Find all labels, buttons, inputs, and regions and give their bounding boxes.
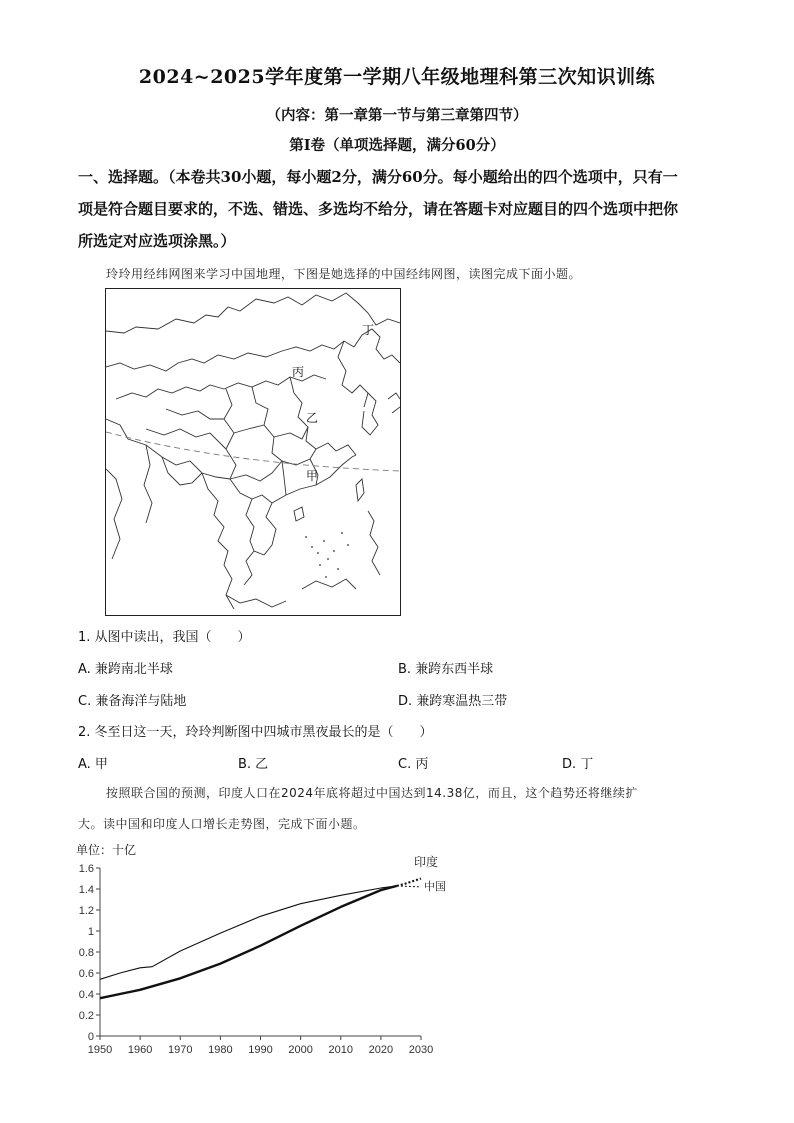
y-tick-label: 0.4 [78, 989, 94, 1001]
x-tick-label: 2030 [408, 1044, 434, 1056]
china-graticule-map [105, 288, 401, 616]
series-label-india: 印度 [414, 855, 439, 869]
question-1-stem: 1. 从图中读出，我国（ ） [78, 630, 251, 645]
x-tick-label: 2000 [288, 1044, 313, 1056]
map-label-jia: 甲 [306, 469, 319, 483]
series-line-china [100, 886, 397, 979]
question-2-option-d[interactable]: D. 丁 [562, 757, 594, 772]
series-projection-china [397, 886, 421, 887]
y-tick-label: 1 [87, 926, 94, 938]
page-title: 2024~2025学年度第一学期八年级地理科第三次知识训练 [138, 66, 656, 88]
volume-heading: 第Ⅰ卷（单项选择题，满分60分） [289, 137, 505, 154]
page-subtitle: （内容：第一章第一节与第三章第四节） [266, 107, 528, 124]
map-intro-text: 玲玲用经纬网图来学习中国地理，下图是她选择的中国经纬网图，读图完成下面小题。 [106, 267, 582, 281]
question-1-option-a[interactable]: A. 兼跨南北半球 [78, 662, 173, 677]
y-tick-label: 1.4 [78, 884, 94, 896]
chart-intro-line-1: 按照联合国的预测，印度人口在2024年底将超过中国达到14.38亿，而且，这个趋势还将继续扩 [106, 786, 638, 800]
population-chart-svg [66, 840, 486, 1062]
y-tick-label: 1.2 [78, 905, 94, 917]
question-1-option-b[interactable]: B. 兼跨东西半球 [398, 662, 494, 677]
series-projection-india [397, 879, 421, 886]
chart-intro-line-2: 大。读中国和印度人口增长走势图，完成下面小题。 [78, 817, 366, 831]
x-tick-label: 1970 [168, 1044, 193, 1056]
question-2-option-a[interactable]: A. 甲 [78, 757, 108, 772]
series-label-china: 中国 [424, 881, 446, 893]
question-1-option-d[interactable]: D. 兼跨寒温热三带 [398, 694, 508, 709]
question-2-stem: 2. 冬至日这一天，玲玲判断图中四城市黑夜最长的是（ ） [78, 725, 433, 740]
y-tick-label: 0.2 [78, 1010, 94, 1022]
y-tick-label: 0.6 [78, 968, 94, 980]
x-tick-label: 1990 [248, 1044, 273, 1056]
series-line-india [100, 886, 397, 998]
y-tick-label: 0 [87, 1031, 94, 1043]
y-tick-label: 1.6 [78, 863, 94, 875]
instruction-line-1: 一、选择题。（本卷共30小题，每小题2分，满分60分。每小题给出的四个选项中，只有一 [78, 168, 678, 186]
map-label-ding: 丁 [362, 323, 375, 337]
y-tick-label: 0.8 [78, 947, 94, 959]
x-tick-label: 2020 [368, 1044, 394, 1056]
instruction-line-3: 所选定对应选项涂黑。） [78, 232, 236, 250]
map-drawing [106, 289, 400, 615]
map-label-bing: 丙 [292, 365, 305, 379]
x-tick-label: 2010 [328, 1044, 353, 1056]
x-tick-label: 1980 [208, 1044, 233, 1056]
map-label-yi: 乙 [306, 411, 319, 425]
question-2-option-c[interactable]: C. 丙 [398, 757, 429, 772]
question-2-option-b[interactable]: B. 乙 [238, 757, 269, 772]
question-1-option-c[interactable]: C. 兼备海洋与陆地 [78, 694, 187, 709]
instruction-line-2: 项是符合题目要求的，不选、错选、多选均不给分，请在答题卡对应题目的四个选项中把你 [78, 200, 679, 218]
x-tick-label: 1950 [87, 1044, 113, 1056]
x-tick-label: 1960 [127, 1044, 153, 1056]
chart-unit-label: 单位：十亿 [76, 843, 137, 857]
population-chart [66, 840, 486, 1066]
